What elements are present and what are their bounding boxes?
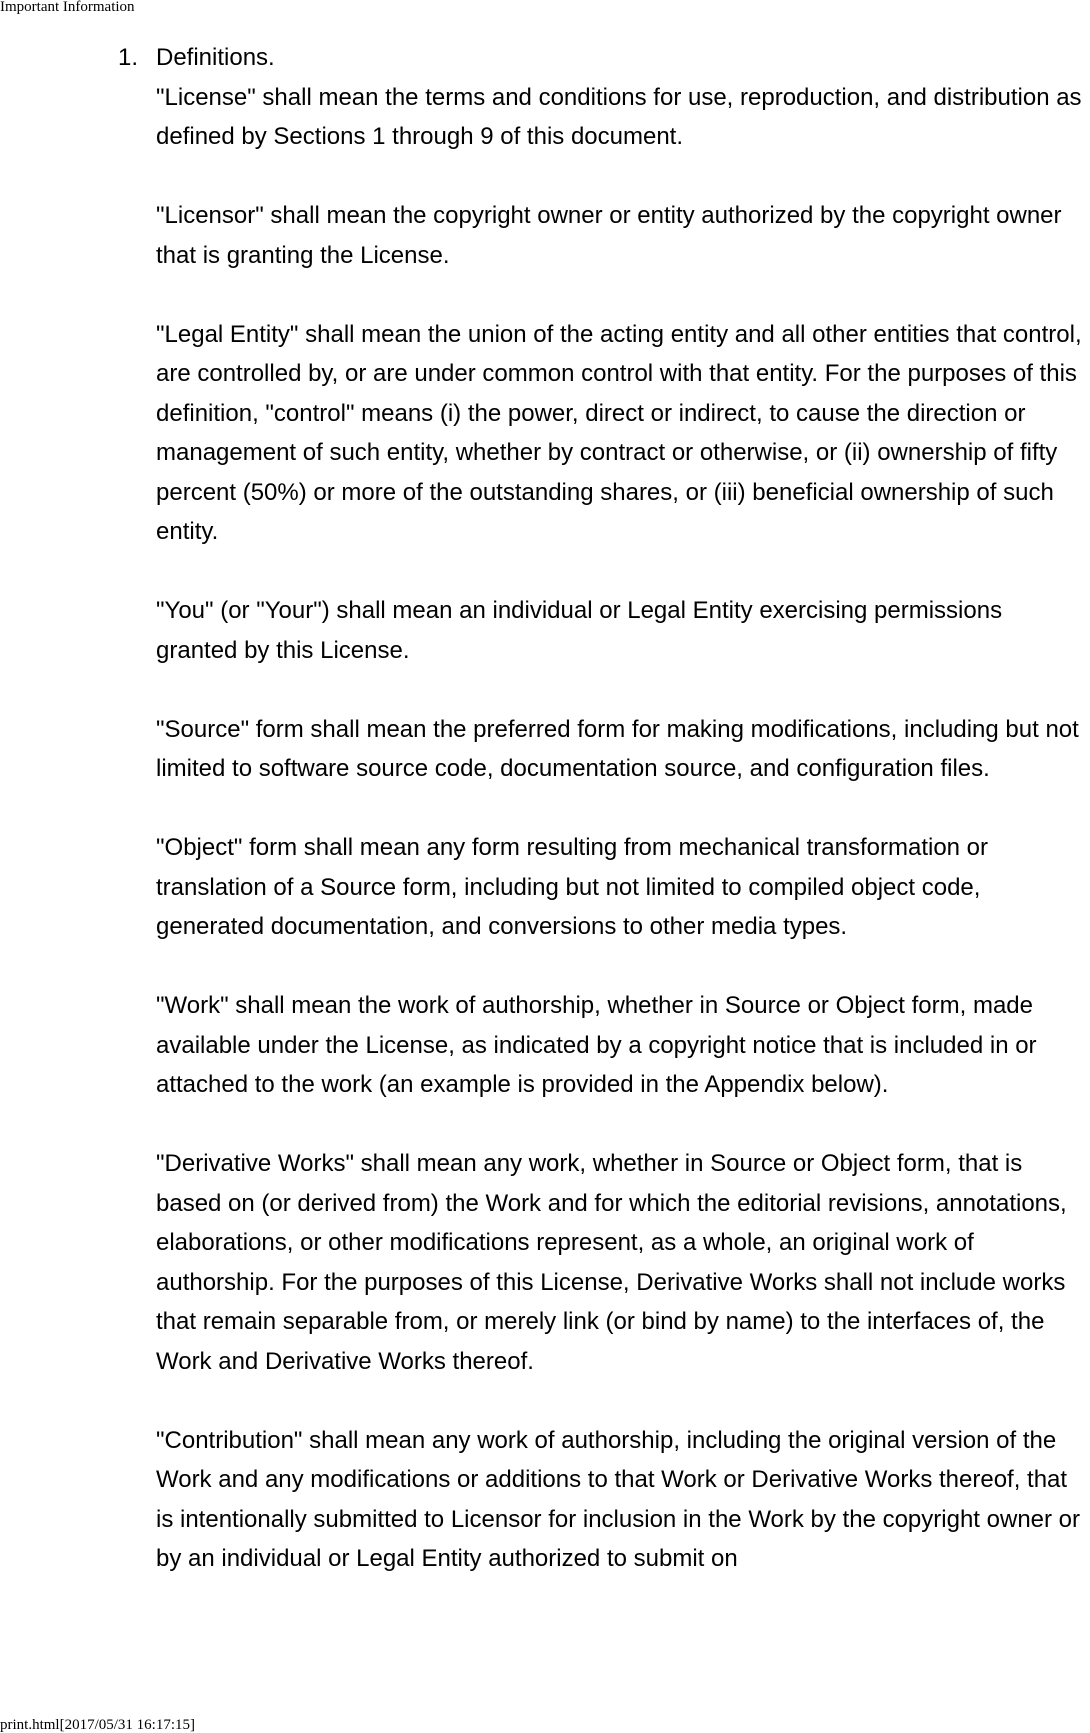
definition-source: "Source" form shall mean the preferred form for making modifications, including but not limited to software source code, documentation source, and configuration files. xyxy=(156,715,1079,782)
definition-object: "Object" form shall mean any form resulting from mechanical transformation or translation of a Source form, including but not limited to compiled object code, generated documentation, and conversions to other media types. xyxy=(156,834,989,940)
definition-legal-entity: "Legal Entity" shall mean the union of the acting entity and all other entities that control, are controlled by, or are under common control with that entity. For the purposes of this definition, "control" means (i) the power, direct or indirect, to cause the direction or management of such entity, whether by contract or otherwise, or (ii) ownership of fifty percent (50%) or more of the outstanding shares, or (iii) beneficial ownership of such entity. xyxy=(156,320,1082,545)
page-footer-source: print.html[2017/05/31 16:17:15] xyxy=(0,1717,195,1733)
page-header-title: Important Information xyxy=(0,0,135,15)
definition-work: "Work" shall mean the work of authorship, whether in Source or Object form, made available under the License, as indicated by a copyright notice that is included in or attached to the work (an example is provided in the Appendix below). xyxy=(156,992,1037,1098)
list-item-body xyxy=(156,38,1090,1618)
definition-you: "You" (or "Your") shall mean an individual or Legal Entity exercising permissions granted by this License. xyxy=(156,597,1003,664)
definition-contribution: "Contribution" shall mean any work of authorship, including the original version of the Work and any modifications or additions to that Work or Derivative Works thereof, that is intentionally submitted to Licensor for inclusion in the Work by the copyright owner or by an individual or Legal Entity authorized to submit on xyxy=(156,1426,1081,1572)
definition-license: "License" shall mean the terms and conditions for use, reproduction, and distribution as defined by Sections 1 through 9 of this document. xyxy=(156,83,1082,150)
definition-derivative-works: "Derivative Works" shall mean any work, whether in Source or Object form, that is based on (or derived from) the Work and for which the editorial revisions, annotations, elaborations, or other modifications represent, as a whole, an original work of authorship. For the purposes of this License, Derivative Works shall not include works that remain separable from, or merely link (or bind by name) to the interfaces of, the Work and Derivative Works thereof. xyxy=(156,1150,1067,1375)
section-title: Definitions. xyxy=(156,44,275,71)
list-item-number: 1. xyxy=(118,44,139,71)
definition-licensor: "Licensor" shall mean the copyright owner or entity authorized by the copyright owner that is granting the License. xyxy=(156,202,1062,269)
